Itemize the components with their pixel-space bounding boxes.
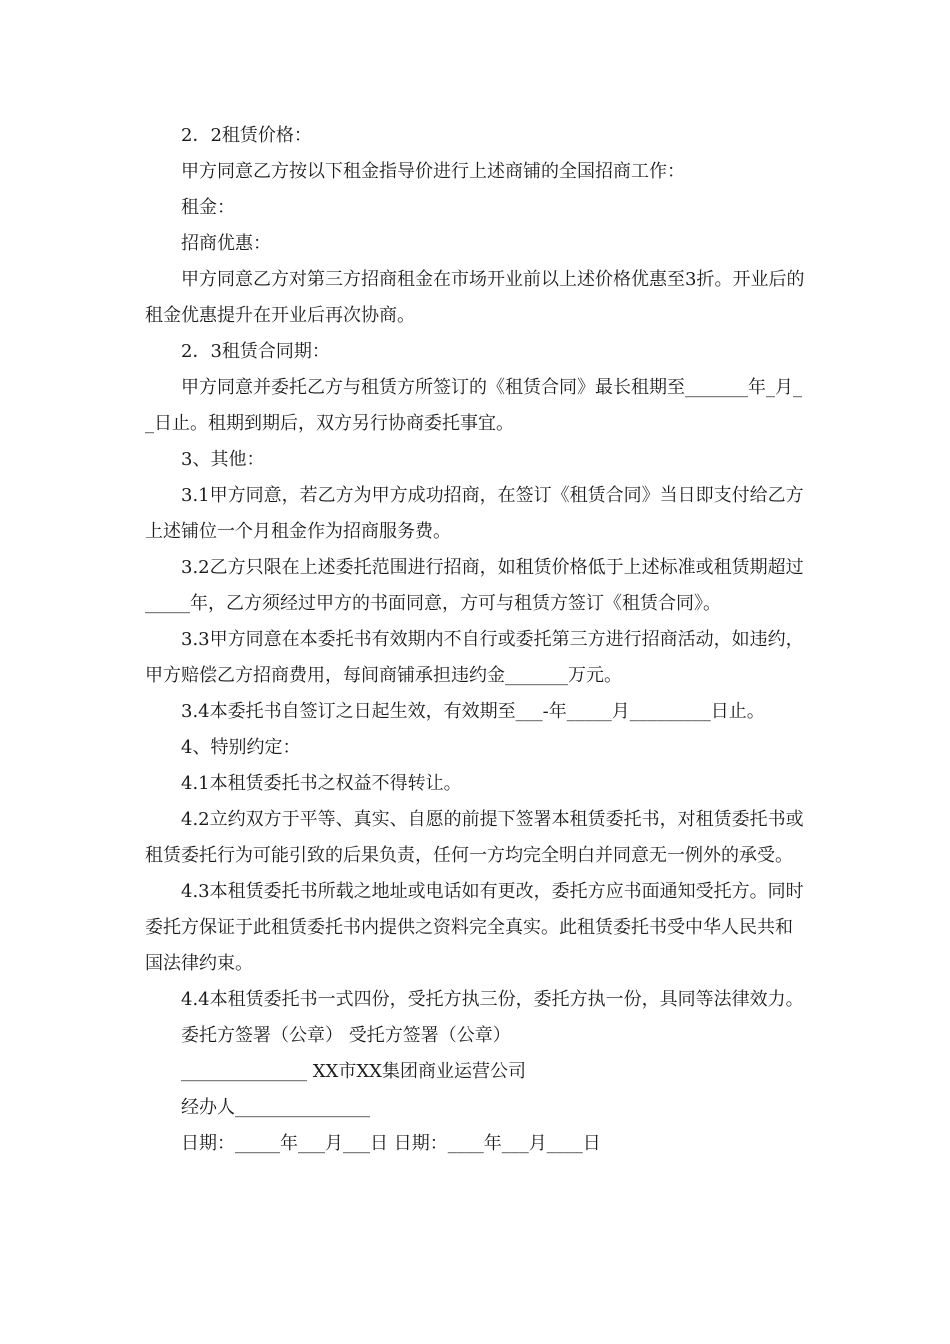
- discount-label: 招商优惠：: [181, 233, 271, 254]
- clause-3-4: 3.4本委托书自签订之日起生效，有效期至___-年_____月_________日止。: [181, 701, 765, 722]
- clause-3-3: 3.3甲方同意在本委托书有效期内不自行或委托第三方进行招商活动，如违约，甲方赔偿乙方招商费用，每间商铺承担违约金_______万元。: [145, 629, 804, 686]
- section-2-3-heading: 2．3租赁合同期：: [181, 341, 330, 362]
- clause-3-1: 3.1甲方同意，若乙方为甲方成功招商，在签订《租赁合同》当日即支付给乙方上述铺位一个月租金作为招商服务费。: [145, 485, 804, 542]
- signature-headers: 委托方签署（公章） 受托方签署（公章）: [181, 1025, 511, 1046]
- discount-paragraph: 甲方同意乙方对第三方招商租金在市场开业前以上述价格优惠至3折。开业后的租金优惠提升在开业后再次协商。: [145, 269, 805, 326]
- clause-4-4: 4.4本租赁委托书一式四份，受托方执三份，委托方执一份，具同等法律效力。: [181, 989, 804, 1010]
- date-line: 日期：_____年___月___日 日期：____年___月____日: [181, 1133, 601, 1154]
- lease-term-paragraph: 甲方同意并委托乙方与租赁方所签订的《租赁合同》最长租期至_______年_月__日止。租期到期后，双方另行协商委托事宜。: [145, 377, 802, 434]
- rent-guidance-paragraph: 甲方同意乙方按以下租金指导价进行上述商铺的全国招商工作：: [181, 161, 685, 182]
- signature-company-line: ______________ XX市XX集团商业运营公司: [181, 1061, 526, 1082]
- clause-3-2: 3.2乙方只限在上述委托范围进行招商，如租赁价格低于上述标准或租赁期超过_____年，乙方须经过甲方的书面同意，方可与租赁方签订《租赁合同》。: [145, 557, 804, 614]
- section-2-2-heading: 2．2租赁价格：: [181, 125, 312, 146]
- section-4-heading: 4、特别约定：: [181, 737, 301, 758]
- clause-4-2: 4.2立约双方于平等、真实、自愿的前提下签署本租赁委托书，对租赁委托书或租赁委托行为可能引致的后果负责，任何一方均完全明白并同意无一例外的承受。: [145, 809, 804, 866]
- section-3-heading: 3、其他：: [181, 449, 265, 470]
- rent-label: 租金：: [181, 197, 235, 218]
- handler-line: 经办人_______________: [181, 1097, 370, 1118]
- clause-4-1: 4.1本租赁委托书之权益不得转让。: [181, 773, 462, 794]
- clause-4-3: 4.3本租赁委托书所载之地址或电话如有更改，委托方应书面通知受托方。同时委托方保证于此租赁委托书内提供之资料完全真实。此租赁委托书受中华人民共和国法律约束。: [145, 881, 804, 974]
- document-body: [145, 118, 810, 1162]
